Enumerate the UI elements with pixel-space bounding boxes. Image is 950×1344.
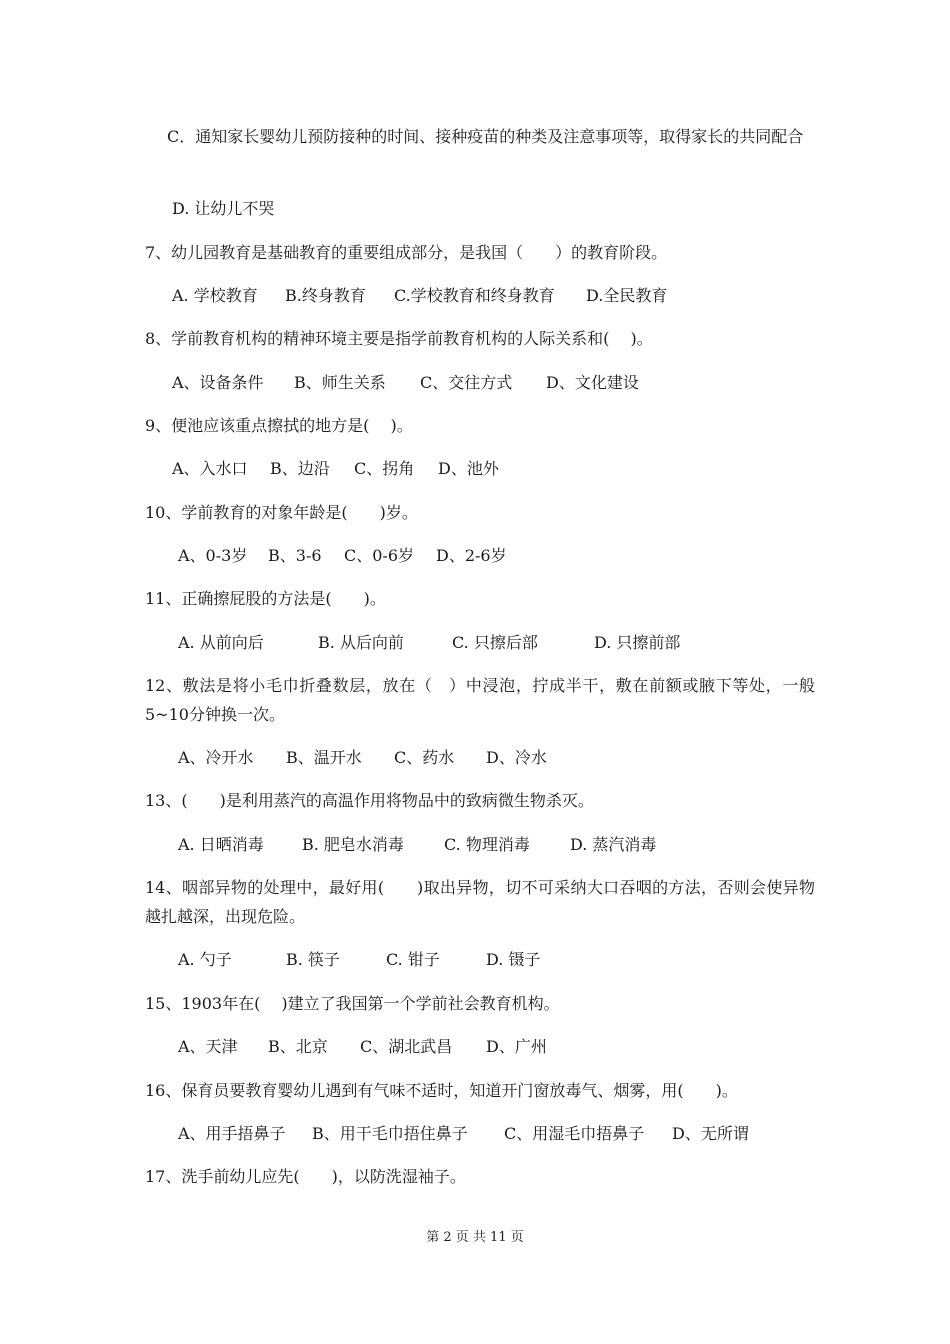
question-8-option-c: C、交往方式	[420, 373, 513, 392]
question-9-option-b: B、边沿	[270, 459, 330, 478]
question-8-stem: 8、学前教育机构的精神环境主要是指学前教育机构的人际关系和( )。	[145, 329, 653, 348]
question-7-option-d: D.全民教育	[586, 286, 668, 305]
question-14-option-c: C. 钳子	[386, 950, 440, 969]
question-15-option-d: D、广州	[486, 1037, 547, 1056]
question-13-option-d: D. 蒸汽消毒	[570, 835, 657, 854]
question-17-stem: 17、洗手前幼儿应先( )，以防洗湿袖子。	[145, 1167, 466, 1186]
question-11-option-a: A. 从前向后	[178, 633, 264, 652]
question-14-stem: 14、咽部异物的处理中，最好用( )取出异物，切不可采纳大口吞咽的方法，否则会使异物越扎越深，出现危险。	[145, 878, 815, 926]
question-11-option-c: C. 只擦后部	[452, 633, 538, 652]
question-15-option-a: A、天津	[178, 1037, 238, 1056]
question-9-option-c: C、拐角	[354, 459, 415, 478]
question-10-option-a: A、0-3岁	[178, 546, 248, 565]
question-16-option-a: A、用手捂鼻子	[178, 1124, 286, 1143]
question-12-option-c: C、药水	[394, 748, 455, 767]
question-9-stem: 9、便池应该重点擦拭的地方是( )。	[145, 416, 413, 435]
question-11-stem: 11、正确擦屁股的方法是( )。	[145, 589, 386, 608]
question-9-option-d: D、池外	[438, 459, 499, 478]
question-7-option-c: C.学校教育和终身教育	[394, 286, 555, 305]
question-13-stem: 13、( )是利用蒸汽的高温作用将物品中的致病微生物杀灭。	[145, 791, 594, 810]
question-12-stem: 12、敷法是将小毛巾折叠数层，放在（ ）中浸泡，拧成半干，敷在前额或腋下等处，一般5~10分钟换一次。	[145, 676, 815, 724]
question-15-stem: 15、1903年在( )建立了我国第一个学前社会教育机构。	[145, 994, 560, 1013]
question-7-option-a: A. 学校教育	[172, 286, 258, 305]
question-14-option-d: D. 镊子	[486, 950, 541, 969]
question-11-option-b: B. 从后向前	[318, 633, 404, 652]
question-13-option-c: C. 物理消毒	[444, 835, 530, 854]
question-16-stem: 16、保育员要教育婴幼儿遇到有气味不适时，知道开门窗放毒气、烟雾，用( )。	[145, 1081, 738, 1100]
question-14-option-a: A. 勺子	[178, 950, 232, 969]
question-12-option-d: D、冷水	[486, 748, 547, 767]
question-10-option-c: C、0-6岁	[344, 546, 415, 565]
question-16-option-b: B、用干毛巾捂住鼻子	[312, 1124, 468, 1143]
question-8-option-a: A、设备条件	[172, 373, 264, 392]
question-7-option-b: B.终身教育	[285, 286, 366, 305]
question-10-option-d: D、2-6岁	[436, 546, 507, 565]
question-12-option-a: A、冷开水	[178, 748, 254, 767]
question-15-option-c: C、湖北武昌	[360, 1037, 453, 1056]
question-9-option-a: A、入水口	[172, 459, 248, 478]
question-13-option-b: B. 肥皂水消毒	[302, 835, 404, 854]
question-13-option-a: A. 日晒消毒	[178, 835, 264, 854]
question-10-option-b: B、3-6	[268, 546, 322, 565]
question-14-option-b: B. 筷子	[286, 950, 340, 969]
question-11-option-d: D. 只擦前部	[594, 633, 681, 652]
question-15-option-b: B、北京	[268, 1037, 328, 1056]
question-10-stem: 10、学前教育的对象年龄是( )岁。	[145, 503, 418, 522]
question-8-option-b: B、师生关系	[294, 373, 386, 392]
question-16-option-d: D、无所谓	[672, 1124, 749, 1143]
question-16-option-c: C、用湿毛巾捂鼻子	[504, 1124, 645, 1143]
question-7-stem: 7、幼儿园教育是基础教育的重要组成部分，是我国（ ）的教育阶段。	[145, 243, 668, 262]
question-6-option-c: C．通知家长婴幼儿预防接种的时间、接种疫苗的种类及注意事项等，取得家长的共同配合	[167, 127, 804, 146]
question-8-option-d: D、文化建设	[546, 373, 639, 392]
page-number-footer: 第 2 页 共 11 页	[426, 1230, 524, 1245]
question-12-option-b: B、温开水	[286, 748, 362, 767]
question-6-option-d: D. 让幼儿不哭	[172, 199, 275, 218]
